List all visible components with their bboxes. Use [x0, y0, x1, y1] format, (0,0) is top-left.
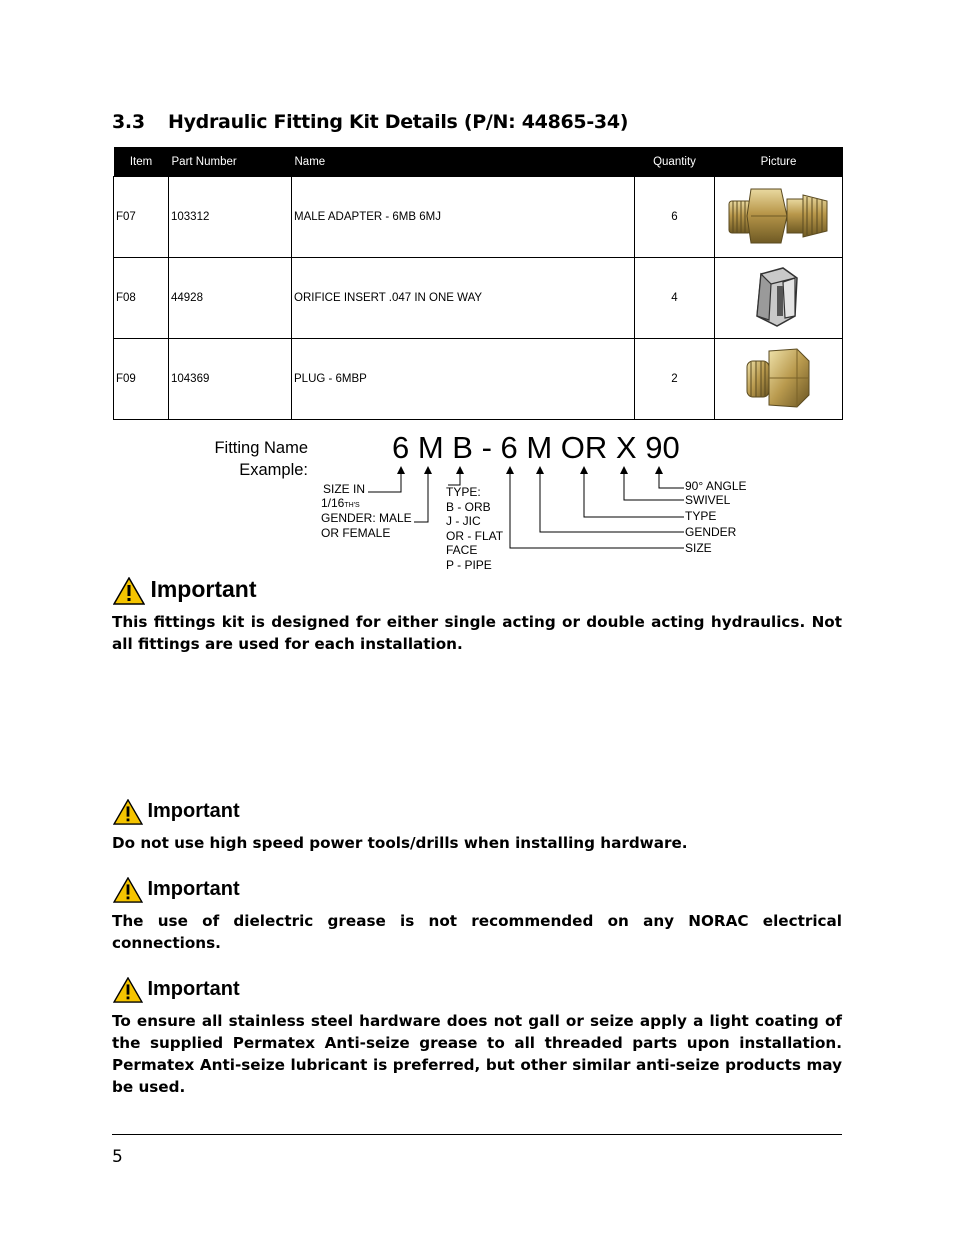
cell-item: F08 — [114, 258, 169, 339]
gender-right-label: GENDER — [685, 525, 737, 539]
fitting-name-code: 6 M B - 6 M OR X 90 — [392, 430, 680, 465]
cell-part-number: 104369 — [169, 339, 292, 420]
header-quantity: Quantity — [635, 147, 715, 177]
size-fraction-suffix: TH'S — [344, 502, 360, 509]
important-title: Important — [147, 800, 240, 822]
important-notice-1-header — [113, 577, 256, 605]
section-title: Hydraulic Fitting Kit Details (P/N: 44865-34) — [168, 111, 629, 133]
important-title: Important — [147, 878, 240, 900]
header-part-number: Part Number — [169, 147, 292, 177]
important-title: Important — [150, 576, 257, 602]
cell-name: MALE ADAPTER - 6MB 6MJ — [292, 177, 635, 258]
important-notice-3-header — [113, 877, 240, 903]
size-label — [323, 482, 365, 497]
page-number: 5 — [112, 1147, 123, 1167]
important-notice-4-header — [113, 977, 240, 1003]
important-notice-1-text: This fittings kit is designed for either single acting or double acting hydraulics. Not all fittings are used for each installation. — [112, 613, 842, 653]
type-label-line: P - PIPE — [446, 557, 492, 572]
type-label-line: J - JIC — [446, 514, 481, 528]
cell-quantity: 2 — [635, 339, 715, 420]
cell-item: F07 — [114, 177, 169, 258]
header-picture: Picture — [715, 147, 843, 177]
swivel-label: SWIVEL — [685, 493, 731, 507]
cell-quantity: 6 — [635, 177, 715, 258]
important-title: Important — [147, 978, 240, 1000]
cell-quantity: 4 — [635, 258, 715, 339]
type-label-line: TYPE: — [446, 485, 481, 499]
header-name: Name — [292, 147, 635, 177]
gender-label-line-1: GENDER: MALE — [321, 511, 412, 525]
warning-icon — [113, 577, 145, 605]
cell-name: PLUG - 6MBP — [292, 339, 635, 420]
type-label-line: OR - FLAT — [446, 528, 504, 543]
important-notice-4-text: To ensure all stainless steel hardware does not gall or seize apply a light coating of the supplied Permatex Anti-seize grease to all threaded parts upon installation. Permatex Anti-seize lubricant is preferred, but other similar anti-seize products may be used. — [112, 1012, 842, 1096]
warning-icon — [113, 799, 143, 825]
angle-label: 90° ANGLE — [685, 479, 747, 493]
cell-name: ORIFICE INSERT .047 IN ONE WAY — [292, 258, 635, 339]
type-label — [446, 485, 503, 572]
size-right-label: SIZE — [685, 541, 712, 555]
type-right-label: TYPE — [685, 509, 717, 523]
section-number: 3.3 — [112, 111, 145, 133]
type-label-line: FACE — [446, 543, 478, 557]
important-notice-2-header — [113, 799, 240, 825]
size-fraction: 1/16 — [321, 496, 345, 510]
gender-label — [321, 511, 412, 540]
warning-icon — [113, 977, 143, 1003]
important-notice-2-text: Do not use high speed power tools/drills when installing hardware. — [112, 834, 688, 852]
cell-part-number: 103312 — [169, 177, 292, 258]
gender-label-line-2: OR FEMALE — [321, 525, 391, 540]
label-line-2: Example: — [239, 461, 308, 479]
size-label-line-1: SIZE IN — [323, 482, 366, 496]
important-notice-3-text: The use of dielectric grease is not recommended on any NORAC electrical connections. — [112, 912, 842, 952]
label-line-1: Fitting Name — [214, 439, 308, 457]
header-item: Item — [114, 147, 169, 177]
type-label-line: B - ORB — [446, 499, 491, 514]
cell-item: F09 — [114, 339, 169, 420]
warning-icon — [113, 877, 143, 903]
footer-rule — [112, 1134, 842, 1135]
cell-part-number: 44928 — [169, 258, 292, 339]
